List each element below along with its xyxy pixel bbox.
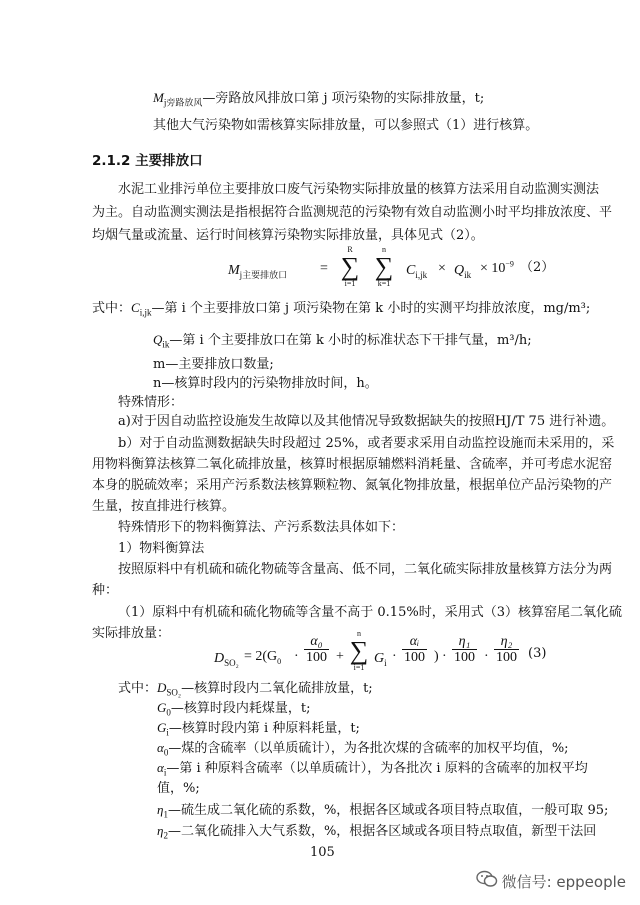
- formula3-sum: n ∑ i=1: [349, 629, 369, 672]
- where2-c: 式中：$C_{i,jk}—$第 i 个主要排放口第 j 项污染物在第 k 小时的实测平均排放浓度，mg/m³;: [92, 300, 591, 318]
- formula2-lhs: $M_{j主要排放口}$: [228, 263, 288, 280]
- special-b-line-1: b）对于自动监测数据缺失时段超过 25%，或者要求采用自动监控设施而未采用的，采: [118, 436, 615, 451]
- intro-line-1: 水泥工业排污单位主要排放口废气污染物实际排放量的核算方法采用自动监测实测法: [118, 182, 600, 197]
- other-pollutants-note: 其他大气污染物如需核算实际排放量，可以参照式（1）进行核算。: [153, 118, 539, 133]
- formula3-lhs: $D_{SO_2}$: [214, 651, 239, 668]
- section-heading: [92, 151, 203, 172]
- bypass-definition: [153, 88, 484, 111]
- formula2-sum2: n ∑ k=1: [374, 245, 394, 288]
- where3-gi: $G_i—$核算时段内第 i 种原料耗量，t;: [157, 720, 360, 738]
- page-number: 105: [310, 845, 335, 860]
- formula2-concentration: $C_{i,jk}$: [406, 263, 428, 280]
- section-number: 2.1.2: [92, 153, 131, 169]
- methods-intro: 特殊情形下的物料衡算法、产污系数法具体如下：: [118, 520, 405, 535]
- where3-a0: $\alpha_0—$煤的含硫率（以单质硫计），为各批次煤的含硫率的加权平均值，%;: [157, 740, 569, 758]
- formula3-frac-eta2: $\frac{\text{η₂}}{100}$: [496, 634, 517, 666]
- special-b-line-3: 本身的脱硫效率；采用产污系数法核算颗粒物、氮氧化物排放量，根据单位产品污染物的产: [92, 478, 613, 493]
- formula3-dot-4: ·: [484, 649, 489, 664]
- formula2-power: × $10^{-9}$: [480, 259, 514, 276]
- method-1-line-2: 种：: [92, 583, 119, 598]
- special-b-line-2: 用物料衡算法核算二氧化硫排放量，核算时根据原辅燃料消耗量、含硫率，并可考虑水泥窑: [92, 457, 613, 472]
- intro-line-3: 均烟气量或流量、运行时间核算污染物实际排放量，具体见式（2）。: [92, 228, 484, 243]
- formula2-times-1: ×: [438, 261, 446, 276]
- watermark-text: 微信号: eppeople: [501, 872, 626, 891]
- where3-eta2: $\eta_2—$二氧化硫排入大气系数，%，根据各区域或各项目特点取值，新型干法回: [157, 823, 597, 841]
- section-title: 主要排放口: [135, 153, 203, 169]
- where3-eta1: $\eta_1—$硫生成二氧化硫的系数，%，根据各区域或各项目特点取值，一般可取 95;: [157, 802, 609, 820]
- formula2-number: （2）: [520, 260, 555, 275]
- formula3-number: (3): [528, 646, 547, 661]
- formula3-frac-ai: $\frac{\text{αᵢ}}{100}$: [404, 634, 425, 666]
- formula2-equals: =: [320, 261, 328, 276]
- formula3-dot-1: ·: [294, 649, 299, 664]
- wechat-icon: [476, 870, 498, 895]
- bypass-symbol: $M_{j旁路放风}$: [153, 90, 203, 108]
- watermark: [476, 870, 626, 895]
- intro-line-2: 为主。自动监测实测法是指根据符合监测规范的污染物有效自动监测小时平均排放浓度、平: [92, 205, 613, 220]
- where3-g0: $G_0—$核算时段内耗煤量，t;: [157, 700, 311, 718]
- method-1-line-1: 按照原料中有机硫和硫化物硫等含量高、低不同，二氧化硫实际排放量核算方法分为两: [118, 562, 613, 577]
- formula3-frac-a0: $\frac{\text{α₀}}{100}$: [306, 634, 327, 666]
- special-b-line-4: 生量，按直排进行核算。: [92, 499, 236, 514]
- special-title: 特殊情形：: [118, 395, 184, 410]
- formula3-plus: +: [336, 649, 344, 664]
- formula3-dot-3: ·: [442, 649, 447, 664]
- formula2-sum1: R ∑ i=1: [340, 245, 360, 288]
- where2-m: m—主要排放口数量;: [153, 357, 274, 372]
- where3-d: 式中：$D_{SO_2}—$核算时段内二氧化硫排放量，t;: [118, 680, 373, 698]
- formula3-gi: $G_i$: [374, 651, 387, 668]
- formula3-eq: = $2(G_0$: [244, 649, 282, 666]
- where3-ai: $\alpha_i—$第 i 种原料含硫率（以单质硫计），为各批次 i 原料的含硫率的加权平均: [157, 760, 588, 778]
- method-1-title: 1）物料衡算法: [118, 541, 205, 556]
- where3-ai-cont: 值，%;: [157, 781, 200, 796]
- where2-q: $Q_{ik}—$第 i 个主要排放口在第 k 小时的标准状态下干排气量，m³/h;: [153, 332, 532, 350]
- case-1-line-2: 实际排放量：: [92, 626, 171, 641]
- formula3-dot-2: ·: [392, 649, 397, 664]
- formula3-frac-eta1: $\frac{\text{η₁}}{100}$: [454, 634, 475, 666]
- special-a: a)对于因自动监控设施发生故障以及其他情况导致数据缺失的按照HJ/T 75 进行补遗。: [118, 414, 615, 429]
- where2-n: n—核算时段内的污染物排放时间，h。: [153, 376, 378, 391]
- formula2-flow: $Q_{ik}$: [454, 263, 472, 280]
- bypass-desc: —旁路放风排放口第 j 项污染物的实际排放量，t;: [202, 91, 485, 106]
- case-1-line-1: （1）原料中有机硫和硫化物硫等含量不高于 0.15%时，采用式（3）核算窑尾二氧化硫: [118, 605, 622, 620]
- formula3-close: ): [434, 649, 439, 664]
